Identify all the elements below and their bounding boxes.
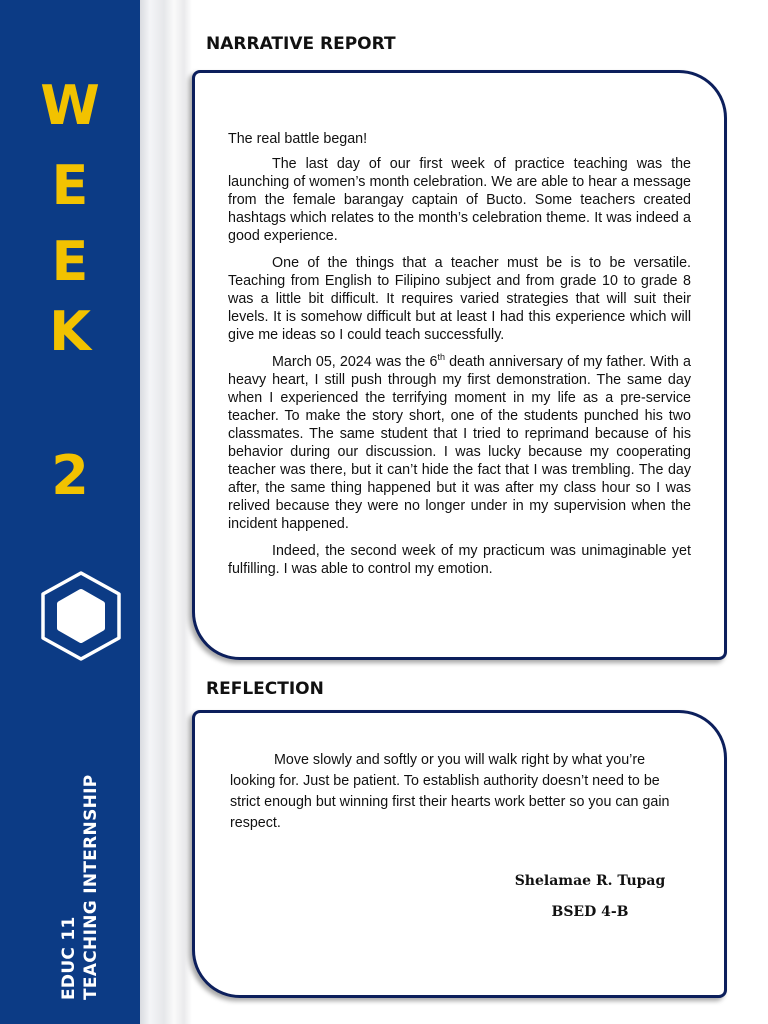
reflection-heading: REFLECTION <box>206 679 324 699</box>
course-title: TEACHING INTERNSHIP <box>81 774 101 1000</box>
narrative-heading: NARRATIVE REPORT <box>206 34 396 54</box>
page-binding-strip <box>140 0 192 1024</box>
ordinal-suffix: th <box>437 352 445 363</box>
week-letter-k: K <box>49 300 91 363</box>
narrative-opening: The real battle began! <box>228 131 368 147</box>
narrative-paragraph-2: One of the things that a teacher must be is to be versatile. Teaching from English to Filipino subject and from grade 10 to grade 8 was a little bit difficult. It requires varied strategies that will suit their levels. It is somehow difficult but at least I had this experience which will give me ideas so I could teach successfully. <box>228 255 691 343</box>
week-letter-e2: E <box>51 230 89 293</box>
para3-start: March 05, 2024 was the 6 <box>272 354 438 370</box>
sidebar-panel <box>0 0 140 1024</box>
week-letter-e1: E <box>51 154 89 217</box>
author-section: BSED 4-B <box>551 904 629 920</box>
week-number: 2 <box>51 444 89 507</box>
reflection-text: Move slowly and softly or you will walk right by what you’re looking for. Just be patient. To establish authority doesn’t need to be strict enough but winning first their hearts work better so you can gain respect. <box>230 752 670 831</box>
narrative-paragraph-1: The last day of our first week of practice teaching was the launching of women’s month celebration. We are able to hear a message from the female barangay captain of Bucto. Some teachers created hashtags which relates to the month’s celebration theme. It was indeed a good experience. <box>228 156 691 244</box>
hexagon-icon <box>38 570 124 662</box>
narrative-paragraph-3 <box>228 353 691 533</box>
course-label <box>58 774 102 1000</box>
course-code: EDUC 11 <box>59 916 79 1000</box>
narrative-paragraph-4: Indeed, the second week of my practicum was unimaginable yet fulfilling. I was able to control my emotion. <box>228 543 691 577</box>
week-letter-w: W <box>40 74 100 137</box>
author-name: Shelamae R. Tupag <box>514 873 666 889</box>
narrative-body <box>228 130 691 587</box>
para3-rest: death anniversary of my father. With a heavy heart, I still push through my first demonstration. The same day when I experienced the terrifying moment in my life as a pre-service teacher. To make the story short, one of the students punched his two classmates. The same student that I tried to reprimand because of his behavior during our discussion. I was lucky because my cooperating teacher was there, but it can’t hide the fact that I was trembling. The day after, the same thing happened but it was after my class hour so I was relived because they were no longer under in my supervision when the incident happened. <box>228 354 691 532</box>
reflection-body <box>230 750 692 834</box>
